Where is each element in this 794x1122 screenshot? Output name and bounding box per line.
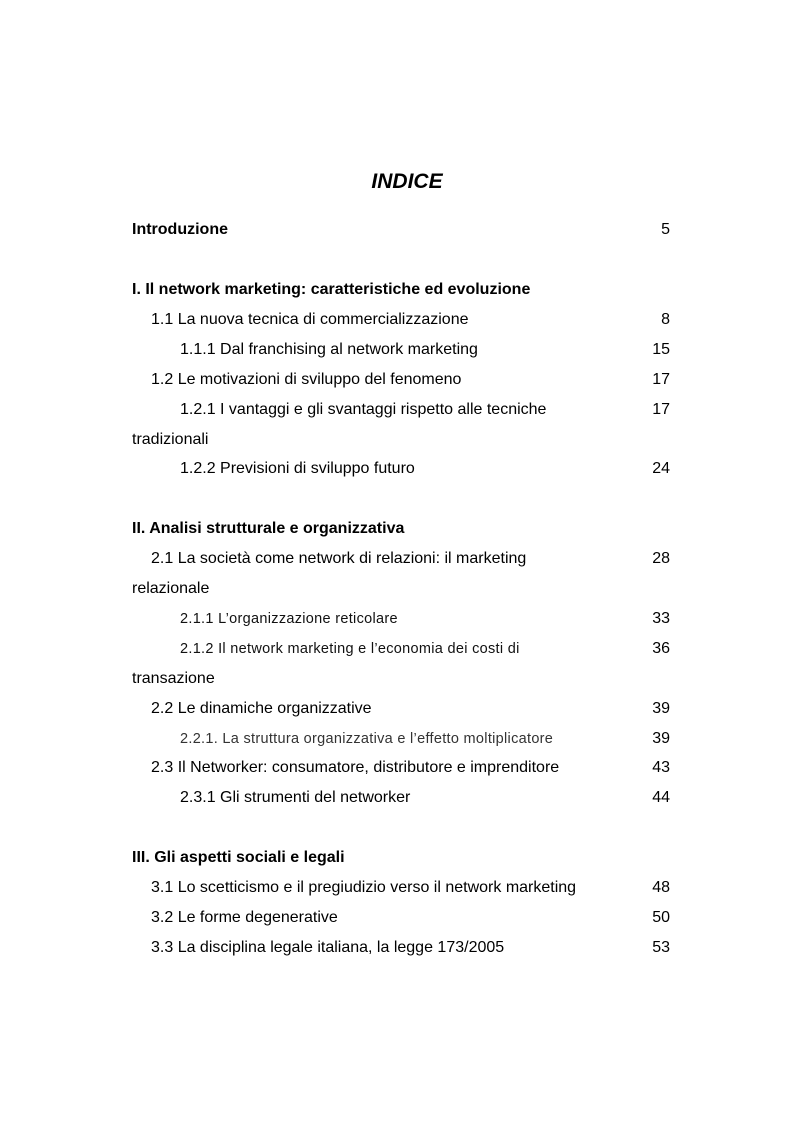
toc-entry-2-1-2-continued [0, 664, 794, 694]
toc-entry-label: 3.2 Le forme degenerative [151, 909, 338, 926]
toc-entry-page: 15 [652, 341, 670, 358]
chapter-title: II. Analisi strutturale e organizzativa [132, 520, 405, 537]
toc-entry-page: 17 [652, 401, 670, 418]
toc-entry-1-2-1-continued [0, 425, 794, 455]
toc-entry-page: 39 [652, 730, 670, 747]
toc-entry-label-continued: relazionale [132, 580, 210, 597]
toc-entry-label-continued: transazione [132, 670, 215, 687]
toc-entry-page: 36 [652, 640, 670, 657]
toc-entry-1-1 [0, 305, 794, 335]
toc-entry-2-1-2 [0, 634, 794, 664]
toc-entry-page: 44 [652, 789, 670, 806]
page-title: INDICE [371, 170, 443, 193]
toc-entry-page: 33 [652, 610, 670, 627]
chapter-title: I. Il network marketing: caratteristiche ed evoluzione [132, 281, 531, 298]
toc-entry-2-2-1 [0, 724, 794, 754]
toc-entry-1-2 [0, 365, 794, 395]
toc-entry-label: Introduzione [132, 221, 228, 238]
toc-entry-label: 1.1.1 Dal franchising al network marketing [180, 341, 478, 358]
toc-entry-page: 28 [652, 550, 670, 567]
chapter-3-heading [0, 843, 794, 873]
chapter-title: III. Gli aspetti sociali e legali [132, 849, 345, 866]
toc-entry-page: 24 [652, 460, 670, 477]
toc-entry-label: 3.1 Lo scetticismo e il pregiudizio verso il network marketing [151, 879, 577, 896]
toc-entry-1-2-2 [0, 454, 794, 484]
toc-entry-page: 43 [652, 759, 670, 776]
toc-entry-page: 53 [652, 939, 670, 956]
toc-entry-3-1 [0, 873, 794, 903]
toc-entry-page: 39 [652, 700, 670, 717]
toc-entry-2-1 [0, 544, 794, 574]
toc-entry-2-3-1 [0, 783, 794, 813]
toc-entry-2-1-1 [0, 604, 794, 634]
toc-entry-label-continued: tradizionali [132, 431, 209, 448]
toc-entry-label: 2.1.2 Il network marketing e l’economia dei costi di [180, 641, 520, 657]
toc-entry-label: 2.2.1. La struttura organizzativa e l’effetto moltiplicatore [180, 731, 554, 747]
toc-entry-3-2 [0, 903, 794, 933]
toc-entry-label: 2.2 Le dinamiche organizzative [151, 700, 372, 717]
toc-entry-label: 2.1 La società come network di relazioni: il marketing [151, 550, 527, 567]
toc-entry-label: 1.1 La nuova tecnica di commercializzazione [151, 311, 469, 328]
toc-entry-3-3 [0, 933, 794, 963]
toc-entry-2-3 [0, 753, 794, 783]
toc-entry-1-1-1 [0, 335, 794, 365]
toc-entry-label: 1.2.2 Previsioni di sviluppo futuro [180, 460, 415, 477]
toc-entry-label: 2.1.1 L’organizzazione reticolare [180, 611, 398, 627]
toc-entry-page: 5 [661, 221, 670, 238]
toc-entry-label: 2.3 Il Networker: consumatore, distributore e imprenditore [151, 759, 560, 776]
toc-entry-label: 1.2 Le motivazioni di sviluppo del fenomeno [151, 371, 462, 388]
toc-entry-page: 48 [652, 879, 670, 896]
toc-entry-page: 8 [661, 311, 670, 328]
toc-entry-label: 1.2.1 I vantaggi e gli svantaggi rispetto alle tecniche [180, 401, 547, 418]
chapter-1-heading [0, 275, 794, 305]
toc-entry-2-1-continued [0, 574, 794, 604]
toc-entry-label: 2.3.1 Gli strumenti del networker [180, 789, 411, 806]
toc-entry-label: 3.3 La disciplina legale italiana, la legge 173/2005 [151, 939, 505, 956]
toc-entry-intro [0, 215, 794, 245]
toc-entry-2-2 [0, 694, 794, 724]
toc-entry-page: 17 [652, 371, 670, 388]
chapter-2-heading [0, 514, 794, 544]
toc-entry-1-2-1 [0, 395, 794, 425]
toc-entry-page: 50 [652, 909, 670, 926]
